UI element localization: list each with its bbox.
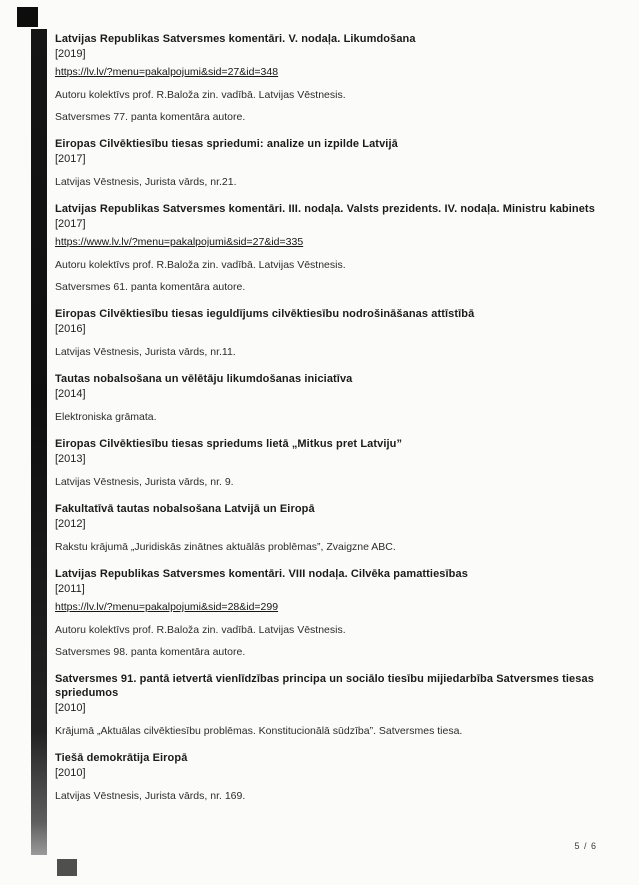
- publication-detail: Satversmes 77. panta komentāra autore.: [55, 111, 246, 123]
- publication-title: Eiropas Cilvēktiesību tiesas spriedumi: analize un izpilde Latvijā: [55, 138, 398, 150]
- publication-year: [2017]: [55, 218, 86, 230]
- publication-entry: [55, 437, 595, 489]
- publication-detail: Autoru kolektīvs prof. R.Baloža zin. vadībā. Latvijas Vēstnesis.: [55, 259, 346, 271]
- publication-detail: Satversmes 98. panta komentāra autore.: [55, 646, 246, 658]
- publication-entry: [55, 32, 595, 124]
- publication-year: [2017]: [55, 153, 86, 165]
- publications-list: [55, 32, 595, 816]
- publication-title: Eiropas Cilvēktiesību tiesas ieguldījums cilvēktiesību nodrošināšanas attīstībā: [55, 308, 475, 320]
- publication-detail: Krājumā „Aktuālas cilvēktiesību problēmas. Konstitucionālā sūdzība”. Satversmes tiesa.: [55, 725, 463, 737]
- publication-detail: Latvijas Vēstnesis, Jurista vārds, nr.11.: [55, 346, 236, 358]
- publication-year: [2014]: [55, 388, 86, 400]
- publication-detail: Rakstu krājumā „Juridiskās zinātnes aktuālās problēmas”, Zvaigzne ABC.: [55, 541, 396, 553]
- publication-detail: Latvijas Vēstnesis, Jurista vārds, nr. 9.: [55, 476, 234, 488]
- publication-title: Fakultatīvā tautas nobalsošana Latvijā un Eiropā: [55, 503, 315, 515]
- publication-entry: [55, 751, 595, 803]
- page-number: 5 / 6: [574, 841, 597, 851]
- publication-title: Latvijas Republikas Satversmes komentāri. V. nodaļa. Likumdošana: [55, 33, 416, 45]
- publication-year: [2011]: [55, 583, 85, 595]
- publication-year: [2013]: [55, 453, 86, 465]
- publication-year: [2010]: [55, 767, 86, 779]
- publication-year: [2016]: [55, 323, 86, 335]
- publication-entry: [55, 502, 595, 554]
- publication-entry: [55, 672, 595, 738]
- publication-entry: [55, 202, 595, 294]
- publication-year: [2019]: [55, 48, 86, 60]
- publication-title: Satversmes 91. pantā ietvertā vienlīdzības principa un sociālo tiesību mijiedarbība Satversmes tiesas spriedumos: [55, 673, 594, 699]
- publication-entry: [55, 137, 595, 189]
- publication-title: Latvijas Republikas Satversmes komentāri. III. nodaļa. Valsts prezidents. IV. nodaļa. Ministru kabinets: [55, 203, 595, 215]
- publication-title: Latvijas Republikas Satversmes komentāri. VIII nodaļa. Cilvēka pamattiesības: [55, 568, 468, 580]
- publication-title: Tiešā demokrātija Eiropā: [55, 752, 188, 764]
- scan-artifact-top-square: [17, 7, 38, 27]
- publication-detail: Autoru kolektīvs prof. R.Baloža zin. vadībā. Latvijas Vēstnesis.: [55, 624, 346, 636]
- publication-detail: Satversmes 61. panta komentāra autore.: [55, 281, 246, 293]
- publication-entry: [55, 307, 595, 359]
- scan-artifact-bottom-square: [57, 859, 77, 876]
- publication-year: [2012]: [55, 518, 86, 530]
- publication-detail: Elektroniska grāmata.: [55, 411, 157, 423]
- scan-artifact-left-bar: [31, 29, 47, 855]
- publication-link[interactable]: https://lv.lv/?menu=pakalpojumi&sid=28&id=299: [55, 601, 279, 613]
- publication-title: Eiropas Cilvēktiesību tiesas spriedums lietā „Mitkus pret Latviju”: [55, 438, 403, 450]
- publication-detail: Latvijas Vēstnesis, Jurista vārds, nr.21.: [55, 176, 237, 188]
- publication-link[interactable]: https://www.lv.lv/?menu=pakalpojumi&sid=27&id=335: [55, 236, 304, 248]
- publication-entry: [55, 567, 595, 659]
- publication-link[interactable]: https://lv.lv/?menu=pakalpojumi&sid=27&id=348: [55, 66, 279, 78]
- publication-detail: Autoru kolektīvs prof. R.Baloža zin. vadībā. Latvijas Vēstnesis.: [55, 89, 346, 101]
- publication-title: Tautas nobalsošana un vēlētāju likumdošanas iniciatīva: [55, 373, 353, 385]
- publication-detail: Latvijas Vēstnesis, Jurista vārds, nr. 169.: [55, 790, 246, 802]
- publication-year: [2010]: [55, 702, 86, 714]
- publication-entry: [55, 372, 595, 424]
